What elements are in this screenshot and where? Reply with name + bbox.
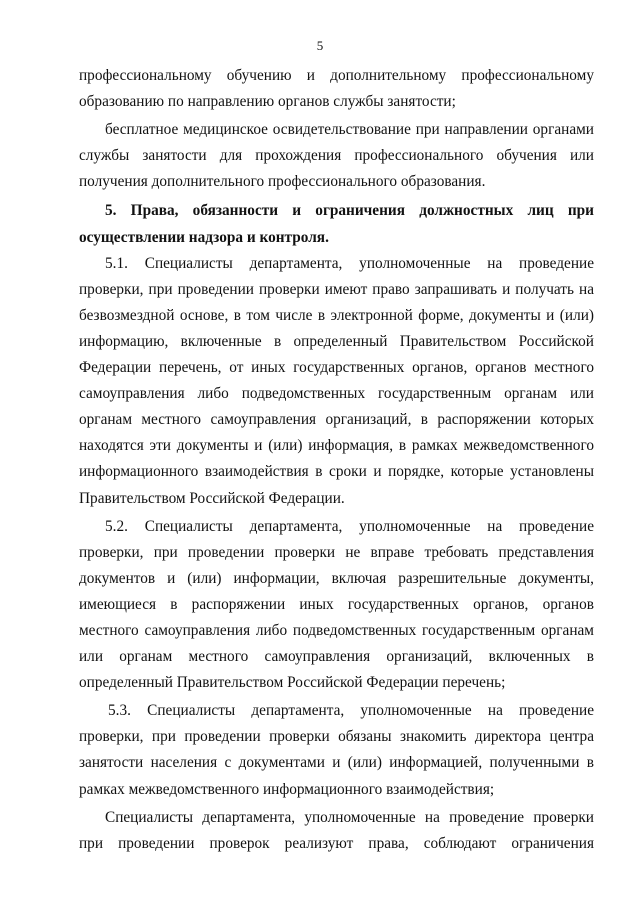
paragraph-5-3: 5.3. Специалисты департамента, уполномоченные на проведение проверки, при проведении проверки обязаны знакомить директора центра занятости населения с документами и (или) информацией, полученными в рамках межведомственного информационного взаимодействия; <box>79 702 594 798</box>
paragraph-continuation: профессиональному обучению и дополнительному профессиональному образованию по направлению органов службы занятости; <box>79 67 594 111</box>
paragraph-medical-examination: бесплатное медицинское освидетельствование при направлении органами службы занятости для прохождения профессионального обучения или получения дополнительного профессионального образования. <box>79 121 594 191</box>
document-body <box>79 63 594 857</box>
page-number: 5 <box>316 38 324 53</box>
section-heading: 5. Права, обязанности и ограничения должностных лиц при осуществлении надзора и контроля. <box>79 202 594 246</box>
paragraph-rights-restrictions: Специалисты департамента, уполномоченные на проведение проверки при проведении проверок реализуют права, соблюдают ограничения <box>79 808 594 852</box>
paragraph-5-1: 5.1. Специалисты департамента, уполномоченные на проведение проверки, при проведении проверки имеют право запрашивать и получать на безвозмездной основе, в том числе в электронной форме, документы и (или) информацию, включенные в определенный Правительством Российской Федерации перечень, от иных государственных органов, органов местного самоуправления либо подведомственных государственным органам или органам местного самоуправления организаций, в распоряжении которых находятся эти документы и (или) информация, в рамках межведомственного информационного взаимодействия в сроки и порядке, которые установлены Правительством Российской Федерации. <box>79 254 594 507</box>
paragraph-5-2: 5.2. Специалисты департамента, уполномоченные на проведение проверки, при проведении проверки не вправе требовать представления документов и (или) информации, включая разрешительные документы, имеющиеся в распоряжении иных государственных органов, органов местного самоуправления либо подведомственных государственным органам или органам местного самоуправления организаций, включенных в определенный Правительством Российской Федерации перечень; <box>79 517 594 692</box>
